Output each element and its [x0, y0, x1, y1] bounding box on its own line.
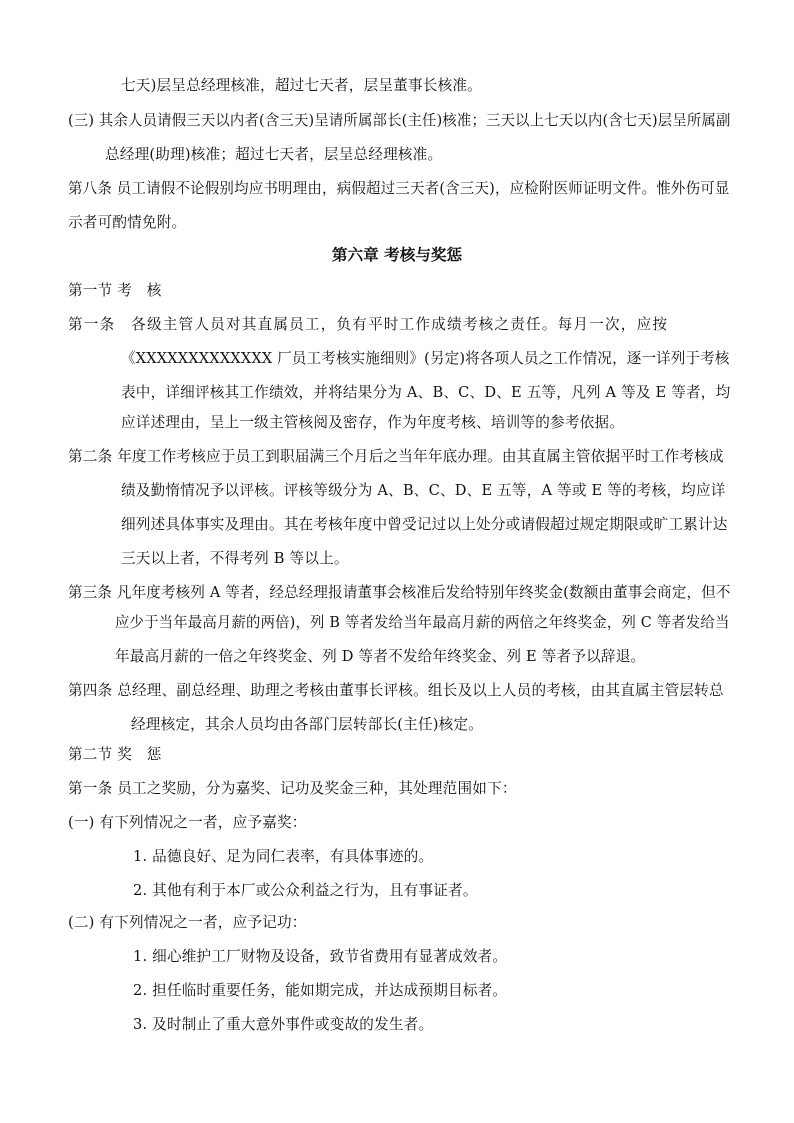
list-item: 2. 其他有利于本厂或公众利益之行为，且有事证者。	[133, 882, 478, 899]
text-line: 《XXXXXXXXXXXXX 厂员工考核实施细则》(另定)将各项人员之工作情况，逐一详列于考核	[121, 350, 730, 367]
text-line: 第三条 凡年度考核列 A 等者，经总经理报请董事会核准后发给特别年终奖金(数额由董事会商定，但不	[68, 584, 731, 601]
text-line: 总经理(助理)核准；超过七天者，层呈总经理核准。	[105, 146, 443, 163]
text-line: 表中，详细评核其工作绩效，并将结果分为 A、B、C、D、E 五等，凡列 A 等及 E 等者，均	[121, 384, 731, 401]
text-line: 三天以上者，不得考列 B 等以上。	[121, 550, 349, 567]
chapter-title: 第六章 考核与奖惩	[331, 245, 463, 264]
text-line: 第四条 总经理、副总经理、助理之考核由董事长评核。组长及以上人员的考核，由其直属主管层转总	[68, 682, 724, 699]
text-line: 应详述理由，呈上一级主管核阅及密存，作为年度考核、培训等的参考依据。	[121, 414, 624, 431]
list-item: 3. 及时制止了重大意外事件或变故的发生者。	[133, 1016, 434, 1033]
text-line: 细列述具体事实及理由。其在考核年度中曾受记过以上处分或请假超过规定期限或旷工累计达	[121, 516, 728, 533]
text-line: 经理核定，其余人员均由各部门层转部长(主任)核定。	[131, 716, 484, 733]
text-line: 第八条 员工请假不论假别均应书明理由，病假超过三天者(含三天)，应检附医师证明文件。惟外伤可显	[68, 180, 730, 197]
list-heading: (二) 有下列情况之一者，应予记功：	[68, 914, 307, 931]
list-item: 2. 担任临时重要任务，能如期完成，并达成预期目标者。	[133, 982, 508, 999]
list-item: 1. 品德良好、足为同仁表率，有具体事迹的。	[133, 848, 434, 865]
section-title: 第一节 考 核	[68, 282, 162, 299]
list-item: 1. 细心维护工厂财物及设备，致节省费用有显著成效者。	[133, 948, 508, 965]
text-line: 第一条 员工之奖励，分为嘉奖、记功及奖金三种，其处理范围如下：	[68, 780, 517, 797]
list-heading: (一) 有下列情况之一者，应予嘉奖：	[68, 814, 307, 831]
text-line: (三) 其余人员请假三天以内者(含三天)呈请所属部长(主任)核准；三天以上七天以内(含七天)层呈所属副	[68, 112, 731, 129]
section-title: 第二节 奖 惩	[68, 746, 162, 763]
text-line: 年最高月薪的一倍之年终奖金、列 D 等者不发给年终奖金、列 E 等者予以辞退。	[115, 648, 646, 665]
text-line: 示者可酌情免附。	[68, 214, 187, 231]
text-line: 七天)层呈总经理核准，超过七天者，层呈董事长核准。	[121, 77, 482, 94]
text-line: 绩及勤惰情况予以评核。评核等级分为 A、B、C、D、E 五等，A 等或 E 等的考核，均应详	[121, 482, 726, 499]
text-line: 第二条 年度工作考核应于员工到职届满三个月后之当年年底办理。由其直属主管依据平时工作考核成	[68, 448, 724, 465]
text-line: 第一条 各级主管人员对其直属员工，负有平时工作成绩考核之责任。每月一次，应按	[68, 316, 669, 333]
text-line: 应少于当年最高月薪的两倍)，列 B 等者发给当年最高月薪的两倍之年终奖金，列 C 等者发给当	[115, 614, 730, 631]
